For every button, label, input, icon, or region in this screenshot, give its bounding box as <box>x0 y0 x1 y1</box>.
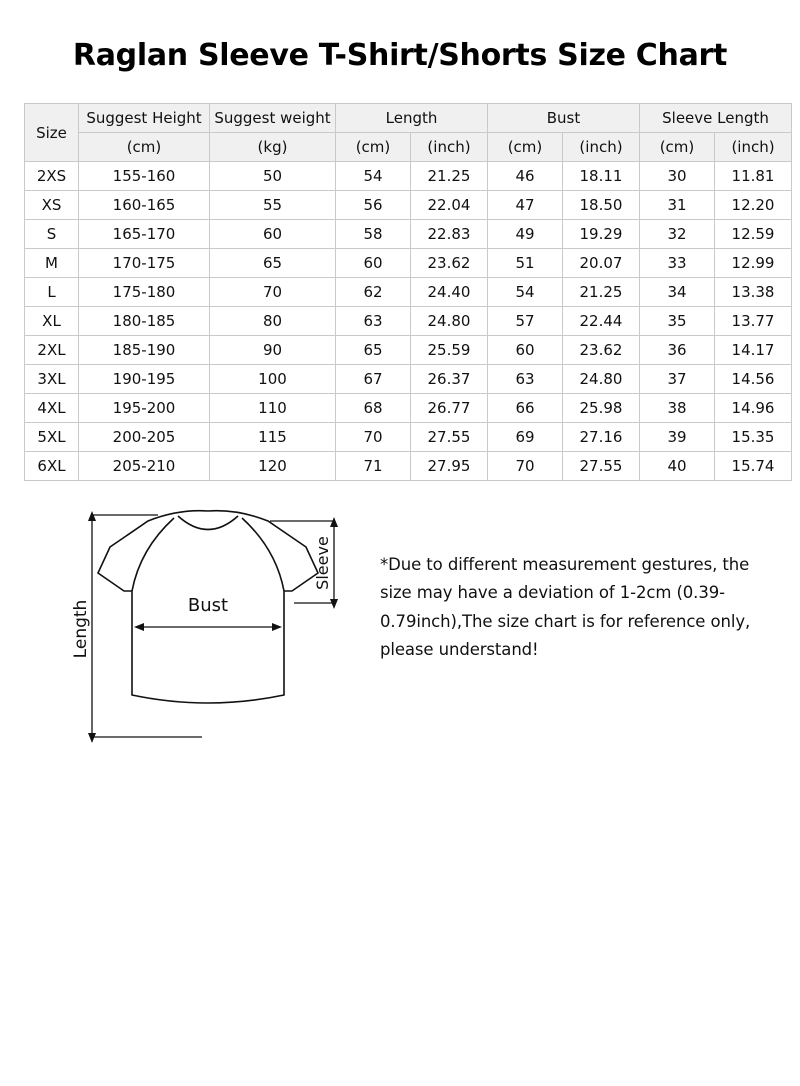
measurement-note: *Due to different measurement gestures, the size may have a deviation of 1-2cm (0.39-0.79inch),The size chart is for reference only, please understand! <box>380 555 751 660</box>
table-row <box>25 278 792 307</box>
table-row <box>25 307 792 336</box>
cell-bust-cm: 63 <box>488 365 563 394</box>
cell-size: 6XL <box>25 452 79 481</box>
cell-sleeve-inch: 14.96 <box>715 394 792 423</box>
cell-size: 3XL <box>25 365 79 394</box>
page-title: Raglan Sleeve T-Shirt/Shorts Size Chart <box>72 38 728 73</box>
cell-sleeve-inch: 12.59 <box>715 220 792 249</box>
sleeve-label: Sleeve <box>313 536 332 590</box>
cell-length-cm: 68 <box>336 394 411 423</box>
table-row <box>25 423 792 452</box>
cell-size: 4XL <box>25 394 79 423</box>
cell-bust-inch: 18.11 <box>563 162 640 191</box>
cell-length-cm: 58 <box>336 220 411 249</box>
cell-height: 175-180 <box>79 278 210 307</box>
cell-bust-inch: 19.29 <box>563 220 640 249</box>
cell-size: 5XL <box>25 423 79 452</box>
cell-height: 160-165 <box>79 191 210 220</box>
cell-height: 155-160 <box>79 162 210 191</box>
cell-sleeve-cm: 35 <box>640 307 715 336</box>
cell-length-inch: 22.83 <box>411 220 488 249</box>
table-unit-row <box>25 133 792 162</box>
header-bust: Bust <box>488 104 640 133</box>
cell-sleeve-cm: 34 <box>640 278 715 307</box>
cell-bust-cm: 47 <box>488 191 563 220</box>
header-length: Length <box>336 104 488 133</box>
cell-weight: 50 <box>210 162 336 191</box>
cell-length-inch: 24.40 <box>411 278 488 307</box>
cell-height: 170-175 <box>79 249 210 278</box>
cell-height: 200-205 <box>79 423 210 452</box>
cell-bust-inch: 20.07 <box>563 249 640 278</box>
cell-sleeve-cm: 36 <box>640 336 715 365</box>
cell-bust-cm: 46 <box>488 162 563 191</box>
cell-size: 2XL <box>25 336 79 365</box>
table-row <box>25 336 792 365</box>
cell-bust-inch: 22.44 <box>563 307 640 336</box>
cell-size: XS <box>25 191 79 220</box>
tshirt-diagram <box>70 499 360 749</box>
cell-length-cm: 60 <box>336 249 411 278</box>
cell-bust-cm: 66 <box>488 394 563 423</box>
cell-height: 195-200 <box>79 394 210 423</box>
tshirt-measurement-svg <box>70 499 360 749</box>
cell-weight: 115 <box>210 423 336 452</box>
table-row <box>25 452 792 481</box>
cell-sleeve-inch: 15.74 <box>715 452 792 481</box>
cell-height: 185-190 <box>79 336 210 365</box>
cell-bust-inch: 27.16 <box>563 423 640 452</box>
cell-length-cm: 56 <box>336 191 411 220</box>
cell-length-inch: 25.59 <box>411 336 488 365</box>
cell-weight: 100 <box>210 365 336 394</box>
cell-length-inch: 22.04 <box>411 191 488 220</box>
cell-weight: 60 <box>210 220 336 249</box>
cell-bust-inch: 25.98 <box>563 394 640 423</box>
cell-size: 2XS <box>25 162 79 191</box>
cell-size: S <box>25 220 79 249</box>
unit-bust-inch: (inch) <box>563 133 640 162</box>
cell-length-cm: 54 <box>336 162 411 191</box>
cell-height: 205-210 <box>79 452 210 481</box>
cell-weight: 110 <box>210 394 336 423</box>
cell-bust-inch: 27.55 <box>563 452 640 481</box>
cell-length-inch: 21.25 <box>411 162 488 191</box>
cell-weight: 55 <box>210 191 336 220</box>
cell-length-inch: 27.95 <box>411 452 488 481</box>
cell-bust-cm: 54 <box>488 278 563 307</box>
cell-weight: 120 <box>210 452 336 481</box>
cell-sleeve-inch: 13.77 <box>715 307 792 336</box>
cell-size: M <box>25 249 79 278</box>
size-table-container <box>24 103 776 481</box>
cell-length-cm: 71 <box>336 452 411 481</box>
cell-sleeve-inch: 15.35 <box>715 423 792 452</box>
unit-bust-cm: (cm) <box>488 133 563 162</box>
header-size: Size <box>25 104 79 162</box>
table-row <box>25 365 792 394</box>
cell-length-cm: 65 <box>336 336 411 365</box>
cell-sleeve-cm: 38 <box>640 394 715 423</box>
cell-bust-cm: 49 <box>488 220 563 249</box>
cell-weight: 90 <box>210 336 336 365</box>
cell-height: 180-185 <box>79 307 210 336</box>
size-chart-body <box>25 104 792 481</box>
cell-length-inch: 26.77 <box>411 394 488 423</box>
table-row <box>25 162 792 191</box>
table-row <box>25 220 792 249</box>
cell-weight: 65 <box>210 249 336 278</box>
cell-sleeve-cm: 37 <box>640 365 715 394</box>
bust-arrow <box>134 623 282 631</box>
cell-bust-cm: 70 <box>488 452 563 481</box>
unit-weight-kg: (kg) <box>210 133 336 162</box>
cell-height: 165-170 <box>79 220 210 249</box>
cell-sleeve-inch: 13.38 <box>715 278 792 307</box>
table-row <box>25 249 792 278</box>
header-suggest-weight: Suggest weight <box>210 104 336 133</box>
cell-length-cm: 67 <box>336 365 411 394</box>
cell-sleeve-inch: 12.20 <box>715 191 792 220</box>
cell-bust-inch: 23.62 <box>563 336 640 365</box>
length-label: Length <box>71 599 91 659</box>
unit-sleeve-cm: (cm) <box>640 133 715 162</box>
cell-bust-cm: 60 <box>488 336 563 365</box>
cell-sleeve-inch: 11.81 <box>715 162 792 191</box>
table-row <box>25 394 792 423</box>
cell-bust-inch: 18.50 <box>563 191 640 220</box>
cell-size: XL <box>25 307 79 336</box>
bottom-section <box>0 499 800 749</box>
cell-bust-cm: 51 <box>488 249 563 278</box>
cell-bust-cm: 57 <box>488 307 563 336</box>
cell-sleeve-inch: 14.17 <box>715 336 792 365</box>
cell-sleeve-cm: 30 <box>640 162 715 191</box>
cell-sleeve-cm: 31 <box>640 191 715 220</box>
unit-length-inch: (inch) <box>411 133 488 162</box>
cell-size: L <box>25 278 79 307</box>
cell-sleeve-inch: 14.56 <box>715 365 792 394</box>
cell-bust-cm: 69 <box>488 423 563 452</box>
cell-bust-inch: 21.25 <box>563 278 640 307</box>
header-sleeve-length: Sleeve Length <box>640 104 792 133</box>
unit-length-cm: (cm) <box>336 133 411 162</box>
cell-weight: 80 <box>210 307 336 336</box>
unit-sleeve-inch: (inch) <box>715 133 792 162</box>
cell-length-cm: 70 <box>336 423 411 452</box>
cell-length-inch: 24.80 <box>411 307 488 336</box>
cell-height: 190-195 <box>79 365 210 394</box>
cell-length-inch: 23.62 <box>411 249 488 278</box>
cell-length-inch: 26.37 <box>411 365 488 394</box>
cell-length-cm: 62 <box>336 278 411 307</box>
table-header-row <box>25 104 792 133</box>
table-row <box>25 191 792 220</box>
bust-label: Bust <box>187 595 229 616</box>
cell-weight: 70 <box>210 278 336 307</box>
cell-sleeve-cm: 40 <box>640 452 715 481</box>
size-chart-table <box>24 103 792 481</box>
cell-bust-inch: 24.80 <box>563 365 640 394</box>
cell-length-inch: 27.55 <box>411 423 488 452</box>
cell-sleeve-cm: 33 <box>640 249 715 278</box>
cell-sleeve-cm: 32 <box>640 220 715 249</box>
cell-sleeve-inch: 12.99 <box>715 249 792 278</box>
cell-sleeve-cm: 39 <box>640 423 715 452</box>
header-suggest-height: Suggest Height <box>79 104 210 133</box>
unit-height-cm: (cm) <box>79 133 210 162</box>
cell-length-cm: 63 <box>336 307 411 336</box>
